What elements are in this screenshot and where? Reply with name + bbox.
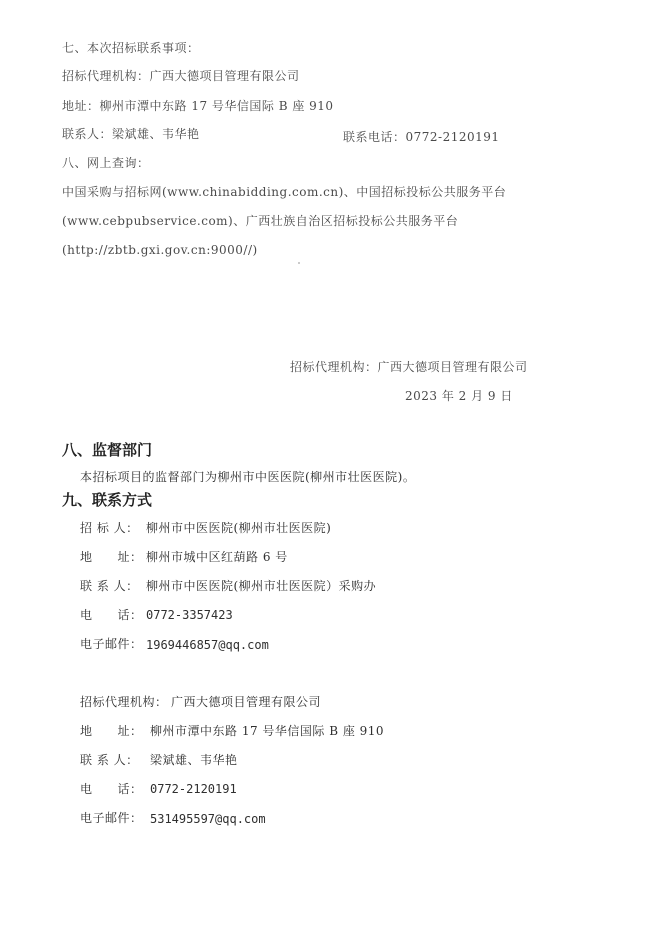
tenderer-phone-value: 0772-3357423 bbox=[146, 608, 233, 622]
agent-label: 招标代理机构： bbox=[80, 695, 168, 709]
agent-person-label: 联 系 人： bbox=[80, 753, 139, 767]
agent-address-label: 地 址： bbox=[80, 724, 143, 738]
scan-speck bbox=[298, 262, 300, 264]
agent-phone-value: 0772-2120191 bbox=[150, 782, 237, 796]
online-query-line-3: (http://zbtb.gxi.gov.cn:9000//) bbox=[62, 243, 258, 257]
agent-value: 广西大德项目管理有限公司 bbox=[171, 695, 322, 709]
agent-email-label: 电子邮件： bbox=[80, 811, 143, 825]
tenderer-value: 柳州市中医医院(柳州市壮医医院) bbox=[146, 521, 332, 535]
tenderer-email-value: 1969446857@qq.com bbox=[146, 638, 269, 652]
agent-email-value: 531495597@qq.com bbox=[150, 812, 266, 826]
contact-phone-line: 联系电话：0772-2120191 bbox=[343, 130, 500, 144]
agent-person-value: 梁斌雄、韦华艳 bbox=[150, 753, 238, 767]
agent-address-value: 柳州市潭中东路 17 号华信国际 B 座 910 bbox=[150, 724, 385, 738]
online-query-line-1: 中国采购与招标网(www.chinabidding.com.cn)、中国招标投标公共服务平台 bbox=[62, 185, 507, 199]
tenderer-phone-label: 电 话： bbox=[80, 608, 143, 622]
tenderer-person-label: 联 系 人： bbox=[80, 579, 139, 593]
contact-heading: 九、联系方式 bbox=[62, 491, 153, 509]
supervision-text: 本招标项目的监督部门为柳州市中医医院(柳州市壮医医院)。 bbox=[80, 470, 416, 484]
supervision-heading: 八、监督部门 bbox=[62, 441, 153, 459]
tenderer-label: 招 标 人： bbox=[80, 521, 139, 535]
tenderer-person-value: 柳州市中医医院(柳州市壮医医院）采购办 bbox=[146, 579, 377, 593]
contact-matters-heading: 七、本次招标联系事项： bbox=[62, 41, 200, 55]
signature-date: 2023 年 2 月 9 日 bbox=[405, 389, 513, 403]
tenderer-email-label: 电子邮件： bbox=[80, 637, 143, 651]
agent-phone-label: 电 话： bbox=[80, 782, 143, 796]
tenderer-address-label: 地 址： bbox=[80, 550, 143, 564]
agent-line: 招标代理机构：广西大德项目管理有限公司 bbox=[62, 69, 300, 83]
tenderer-address-value: 柳州市城中区红葫路 6 号 bbox=[146, 550, 288, 564]
online-query-heading: 八、网上查询： bbox=[62, 156, 150, 170]
online-query-line-2: (www.cebpubservice.com)、广西壮族自治区招标投标公共服务平台 bbox=[62, 214, 459, 228]
contact-person-line: 联系人：梁斌雄、韦华艳 bbox=[62, 127, 200, 141]
address-line: 地址：柳州市潭中东路 17 号华信国际 B 座 910 bbox=[62, 99, 334, 113]
signature-agent: 招标代理机构：广西大德项目管理有限公司 bbox=[290, 360, 528, 374]
